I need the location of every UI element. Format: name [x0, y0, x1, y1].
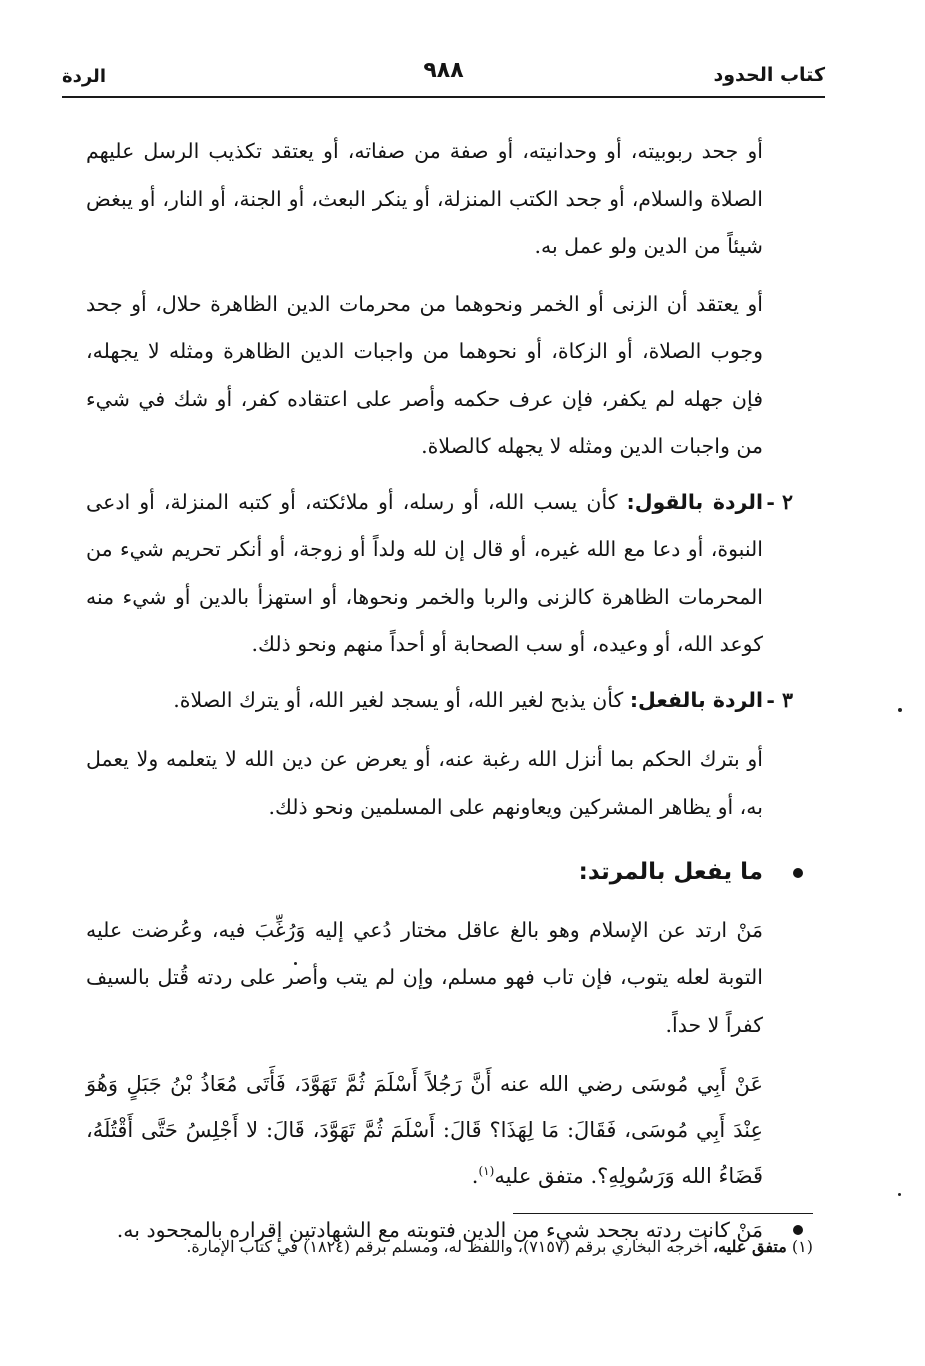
- item-number: ٢ -: [766, 489, 793, 514]
- footnote-marker: (١): [791, 1237, 813, 1256]
- scan-speck: [294, 962, 297, 965]
- running-header: [62, 58, 825, 98]
- item-apostasy-by-speech: [86, 479, 793, 669]
- section-heading-text: ما يفعل بالمرتد:: [578, 859, 763, 885]
- item-text: كأن يذبح لغير الله، أو يسجد لغير الله، أو يترك الصلاة.: [173, 687, 630, 712]
- item-text: كأن يسب الله، أو رسله، أو ملائكته، أو كتبه المنزلة، أو ادعى النبوة، أو دعا مع الله غيره، أو قال إن لله ولداً أو زوجة، أو أنكر تحريم شيء من المحرمات الظاهرة كالزنى والربا والخمر ونحوها، أو استهزأ بالدين أو شيء منه كوعد الله، أو وعيده، أو سب الصحابة أو أحداً منهم ونحو ذلك.: [86, 489, 763, 656]
- paragraph-beliefs-2: أو يعتقد أن الزنى أو الخمر ونحوهما من محرمات الدين الظاهرة حلال، أو جحد وجوب الصلاة، أو الزكاة، أو نحوهما من واجبات الدين الظاهرة ومثله لا يجهله، فإن جهله لم يكفر، فإن عرف حكمه وأصر على اعتقاده كفر، أو شك في شيء من واجبات الدين ومثله لا يجهله كالصلاة.: [86, 291, 763, 458]
- chapter-title: الردة: [62, 66, 106, 87]
- footnote: [120, 1234, 813, 1260]
- footnote-text: أخرجه البخاري برقم (٧١٥٧)، واللفظ له، ومسلم برقم (١٨٢٤) في كتاب الإمارة.: [186, 1237, 713, 1256]
- scan-speck: [898, 708, 902, 712]
- footnote-divider: [513, 1213, 813, 1214]
- footnote-reference[interactable]: (١): [478, 1164, 495, 1178]
- paragraph-ruling: مَنْ ارتد عن الإسلام وهو بالغ عاقل مختار دُعي إليه وَرُغِّبَ فيه، وعُرضت عليه التوبة لعله يتوب، فإن تاب فهو مسلم، وإن لم يتب وأصر على ردته قُتل بالسيف كفراً لا حداً.: [86, 917, 763, 1037]
- scan-speck: [898, 1193, 901, 1196]
- item-lead: الردة بالقول:: [626, 489, 763, 514]
- item-number: ٣ -: [766, 687, 793, 712]
- hadith-body: عَنْ أَبِي مُوسَى رضي الله عنه أَنَّ رَجُلاً أَسْلَمَ ثُمَّ تَهَوَّدَ، فَأَتَى مُعَاذُ بْنُ جَبَلٍ وَهُوَ عِنْدَ أَبِي مُوسَى، فَقَالَ: مَا لِهَذَا؟ قَالَ: أَسْلَمَ ثُمَّ تَهَوَّدَ، قَالَ: لا أَجْلِسُ حَتَّى أَقْتُلَهُ، قَضَاءُ الله وَرَسُولِهِ؟. متفق عليه: [86, 1072, 763, 1188]
- main-text: [86, 128, 793, 1255]
- hadith-end: .: [471, 1164, 479, 1188]
- bullet-icon: [793, 868, 803, 878]
- section-heading: [86, 849, 763, 897]
- item-apostasy-by-action: [86, 677, 793, 725]
- footnote-lead: متفق عليه،: [712, 1237, 787, 1256]
- book-title: كتاب الحدود: [713, 64, 825, 86]
- hadith-text: [86, 1061, 763, 1199]
- page-number: ٩٨٨: [423, 58, 464, 83]
- paragraph-beliefs-1: أو جحد ربوبيته، أو وحدانيته، أو صفة من صفاته، أو يعتقد تكذيب الرسل عليهم الصلاة والسلام، أو جحد الكتب المنزلة، أو ينكر البعث، أو الجنة، أو النار، أو يبغض شيئاً من الدين ولو عمل به.: [86, 139, 764, 258]
- bullet-text: مَنْ كانت ردته بجحد شيء من الدين فتوبته مع الشهادتين إقراره بالمجحود به.: [116, 1218, 763, 1242]
- paragraph-abandoning-rule: أو بترك الحكم بما أنزل الله رغبة عنه، أو يعرض عن دين الله لا يتعلمه ولا يعمل به، أو يظاهر المشركين ويعاونهم على المسلمين ونحو ذلك.: [86, 747, 763, 819]
- item-lead: الردة بالفعل:: [629, 687, 763, 712]
